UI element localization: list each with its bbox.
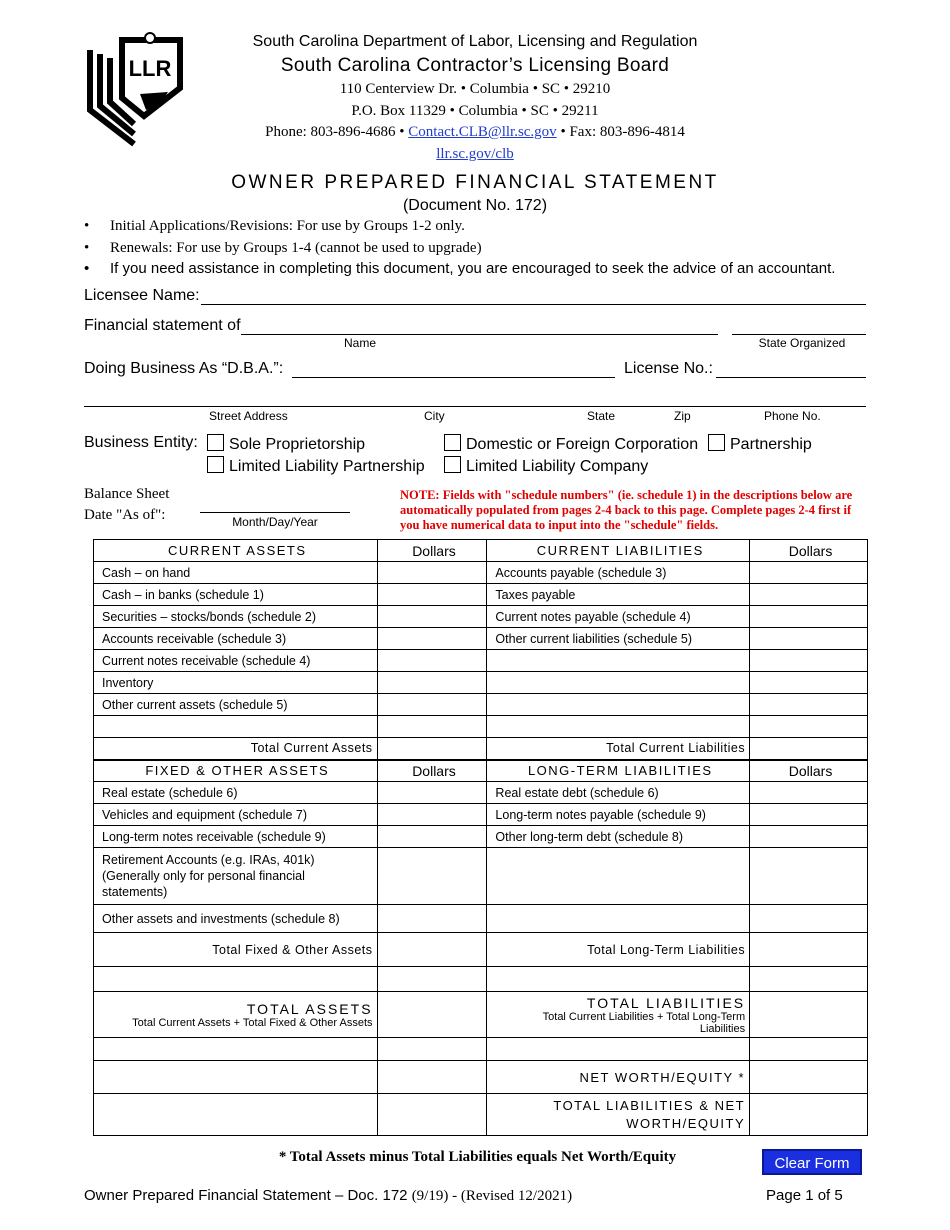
other-assets-label: Other assets and investments (schedule 8) [94,905,378,933]
address-line-1: 110 Centerview Dr. • Columbia • SC • 29210 [339,81,611,97]
ltl-value-cell[interactable] [750,848,868,905]
partnership-checkbox[interactable] [708,434,725,451]
ca-row-label: Securities – stocks/bonds (schedule 2) [94,606,378,628]
dba-label: Doing Business As “D.B.A.”: [84,360,284,377]
cl-value-cell[interactable] [750,584,868,606]
partnership-label: Partnership [730,436,812,453]
total-lt-liabilities-value[interactable] [750,933,868,967]
ltl-empty-label [487,905,750,933]
license-no-input[interactable] [716,377,866,378]
llp-option[interactable] [207,456,425,476]
total-fixed-assets-value[interactable] [377,933,487,967]
total-assets-label [94,992,378,1038]
total-liabilities-net-worth-label: TOTAL LIABILITIES & NET WORTH/EQUITY [487,1094,750,1136]
cl-row-label: Accounts payable (schedule 3) [487,562,750,584]
total-assets-value[interactable] [377,992,487,1038]
cl-row-label [487,650,750,672]
cl-row-label: Current notes payable (schedule 4) [487,606,750,628]
form-title: OWNER PREPARED FINANCIAL STATEMENT [231,172,719,193]
partnership-option[interactable] [708,434,812,454]
spacer-cell [377,967,487,992]
fa-value-cell[interactable] [377,804,487,826]
corporation-label: Domestic or Foreign Corporation [466,436,699,453]
ltl-value-cell[interactable] [750,782,868,804]
cl-row-label [487,694,750,716]
ltl-value-cell[interactable] [750,804,868,826]
total-current-assets-value[interactable] [377,738,487,760]
street-caption: Street Address [209,409,288,423]
footer-document [84,1187,572,1205]
total-liabilities-net-worth-value[interactable] [750,1094,868,1136]
spacer-cell [487,1038,750,1061]
balance-date-input[interactable] [200,512,350,513]
ltl-row-label: Long-term notes payable (schedule 9) [487,804,750,826]
total-lt-liabilities-label: Total Long-Term Liabilities [487,933,750,967]
ltl-dollars-header: Dollars [750,760,868,782]
total-fixed-assets-label: Total Fixed & Other Assets [94,933,378,967]
corporation-checkbox[interactable] [444,434,461,451]
as-of-label: Date "As of": [84,507,166,523]
address-line-2: P.O. Box 11329 • Columbia • SC • 29211 [351,103,599,119]
bullet-1: • Initial Applications/Revisions: For use by Groups 1-2 only. [84,218,465,234]
retirement-accounts-label: Retirement Accounts (e.g. IRAs, 401k) (Generally only for personal financial statements) [94,848,378,905]
total-liabilities-subtitle: Total Current Liabilities + Total Long-Term Liabilities [542,1010,746,1035]
llp-checkbox[interactable] [207,456,224,473]
spacer-cell [750,967,868,992]
net-worth-value[interactable] [750,1061,868,1094]
cl-row-label [487,716,750,738]
dept-name: South Carolina Department of Labor, Licensing and Regulation [252,33,698,50]
cl-dollars-header: Dollars [750,540,868,562]
licensee-name-label: Licensee Name: [84,287,200,304]
ca-value-cell[interactable] [377,584,487,606]
sole-proprietorship-checkbox[interactable] [207,434,224,451]
dba-input[interactable] [292,377,615,378]
ca-row-label: Inventory [94,672,378,694]
llr-logo [84,32,194,150]
fax-text: • Fax: 803-896-4814 [560,124,685,140]
fa-row-label: Real estate (schedule 6) [94,782,378,804]
corporation-option[interactable] [444,434,698,454]
fa-value-cell[interactable] [377,782,487,804]
cl-value-cell[interactable] [750,716,868,738]
licensee-name-input[interactable] [201,304,866,305]
llp-label: Limited Liability Partnership [229,458,425,475]
balance-sheet-label: Balance Sheet [84,486,170,502]
spacer-cell [377,1061,487,1094]
net-worth-label: NET WORTH/EQUITY * [487,1061,750,1094]
spacer-cell [94,967,378,992]
ca-dollars-header: Dollars [377,540,487,562]
phone-caption: Phone No. [764,409,821,423]
website-link[interactable]: llr.sc.gov/clb [436,146,514,162]
footer-revision: (9/19) - (Revised 12/2021) [411,1188,573,1204]
financial-statement-label: Financial statement of [84,317,241,334]
ca-row-label: Cash – on hand [94,562,378,584]
sole-proprietorship-option[interactable] [207,434,365,454]
cl-value-cell[interactable] [750,562,868,584]
state-organized-caption: State Organized [758,336,846,350]
sole-proprietorship-label: Sole Proprietorship [229,436,366,453]
cl-value-cell[interactable] [750,650,868,672]
clear-form-button[interactable]: Clear Form [762,1149,862,1175]
current-assets-header: CURRENT ASSETS [94,540,378,562]
spacer-cell [377,1038,487,1061]
balance-sheet-table [93,539,868,1136]
fa-row-label: Long-term notes receivable (schedule 9) [94,826,378,848]
state-organized-input[interactable] [732,334,866,335]
contact-line [200,124,750,141]
ca-row-label: Other current assets (schedule 5) [94,694,378,716]
bullet-1-text: Initial Applications/Revisions: For use by Groups 1-2 only. [110,218,465,234]
ca-row-label: Cash – in banks (schedule 1) [94,584,378,606]
bullet-3: • If you need assistance in completing this document, you are encouraged to seek the advice of an accountant. [84,260,836,277]
cl-row-label [487,672,750,694]
zip-caption: Zip [674,409,691,423]
cl-value-cell[interactable] [750,628,868,650]
ca-value-cell[interactable] [377,650,487,672]
name-caption: Name [343,336,376,350]
bullet-2-text: Renewals: For use by Groups 1-4 (cannot be used to upgrade) [110,240,482,256]
total-current-liabilities-value[interactable] [750,738,868,760]
financial-statement-name-input[interactable] [241,334,718,335]
total-liabilities-title: TOTAL LIABILITIES [586,994,746,1011]
date-caption: Month/Day/Year [232,515,318,529]
ltl-value-cell[interactable] [750,905,868,933]
phone-text: Phone: 803-896-4686 • [265,124,405,140]
ca-value-cell[interactable] [377,672,487,694]
page-number: Page 1 of 5 [766,1187,843,1204]
document-number: (Document No. 172) [402,197,548,214]
ca-row-label: Accounts receivable (schedule 3) [94,628,378,650]
total-liabilities-value[interactable] [750,992,868,1038]
logo-text: LLR [128,56,172,81]
total-liabilities-label [487,992,750,1038]
spacer-cell [94,1038,378,1061]
cl-value-cell[interactable] [750,606,868,628]
ca-value-cell[interactable] [377,606,487,628]
net-worth-footnote: * Total Assets minus Total Liabilities equals Net Worth/Equity [278,1149,677,1165]
footer-doc-name: Owner Prepared Financial Statement – Doc. 172 [84,1187,408,1204]
retirement-value-cell[interactable] [377,848,487,905]
license-no-label: License No.: [624,360,713,377]
other-assets-value[interactable] [377,905,487,933]
ca-value-cell[interactable] [377,628,487,650]
schedule-note: NOTE: Fields with "schedule numbers" (ie. schedule 1) in the descriptions below are automatically populated from pages 2-4 back to this page. Complete pages 2-4 first if you have numerical data to input into the "schedule" fields. [400,488,853,532]
lt-liabilities-header: LONG-TERM LIABILITIES [487,760,750,782]
ca-row-label: Current notes receivable (schedule 4) [94,650,378,672]
llc-option[interactable] [444,456,648,476]
fa-dollars-header: Dollars [377,760,487,782]
fa-value-cell[interactable] [377,826,487,848]
spacer-cell [487,967,750,992]
cl-row-label: Other current liabilities (schedule 5) [487,628,750,650]
ltl-empty-label [487,848,750,905]
ltl-row-label: Real estate debt (schedule 6) [487,782,750,804]
ca-row-label [94,716,378,738]
board-name: South Carolina Contractor’s Licensing Board [280,55,670,76]
total-current-assets-label: Total Current Assets [94,738,378,760]
fa-row-label: Vehicles and equipment (schedule 7) [94,804,378,826]
ca-value-cell[interactable] [377,694,487,716]
city-caption: City [424,409,445,423]
current-liabilities-header: CURRENT LIABILITIES [487,540,750,562]
bullet-2: • Renewals: For use by Groups 1-4 (cannot be used to upgrade) [84,240,482,256]
spacer-cell [94,1094,378,1136]
ltl-value-cell[interactable] [750,826,868,848]
website-line [200,146,750,163]
cl-value-cell[interactable] [750,694,868,716]
llc-label: Limited Liability Company [466,458,649,475]
email-link[interactable]: Contact.CLB@llr.sc.gov [408,124,557,140]
address-input-line[interactable] [84,406,866,407]
spacer-cell [750,1038,868,1061]
spacer-cell [377,1094,487,1136]
state-caption: State [587,409,616,423]
ca-value-cell[interactable] [377,716,487,738]
business-entity-label: Business Entity: [84,434,198,451]
total-current-liabilities-label: Total Current Liabilities [487,738,750,760]
ca-value-cell[interactable] [377,562,487,584]
cl-value-cell[interactable] [750,672,868,694]
ltl-row-label: Other long-term debt (schedule 8) [487,826,750,848]
total-assets-title: TOTAL ASSETS [246,1000,373,1017]
bullet-3-text: If you need assistance in completing this document, you are encouraged to seek the advice of an accountant. [110,260,836,277]
llc-checkbox[interactable] [444,456,461,473]
cl-row-label: Taxes payable [487,584,750,606]
fixed-assets-header: FIXED & OTHER ASSETS [94,760,378,782]
total-assets-subtitle: Total Current Assets + Total Fixed & Other Assets [132,1016,373,1029]
spacer-cell [94,1061,378,1094]
